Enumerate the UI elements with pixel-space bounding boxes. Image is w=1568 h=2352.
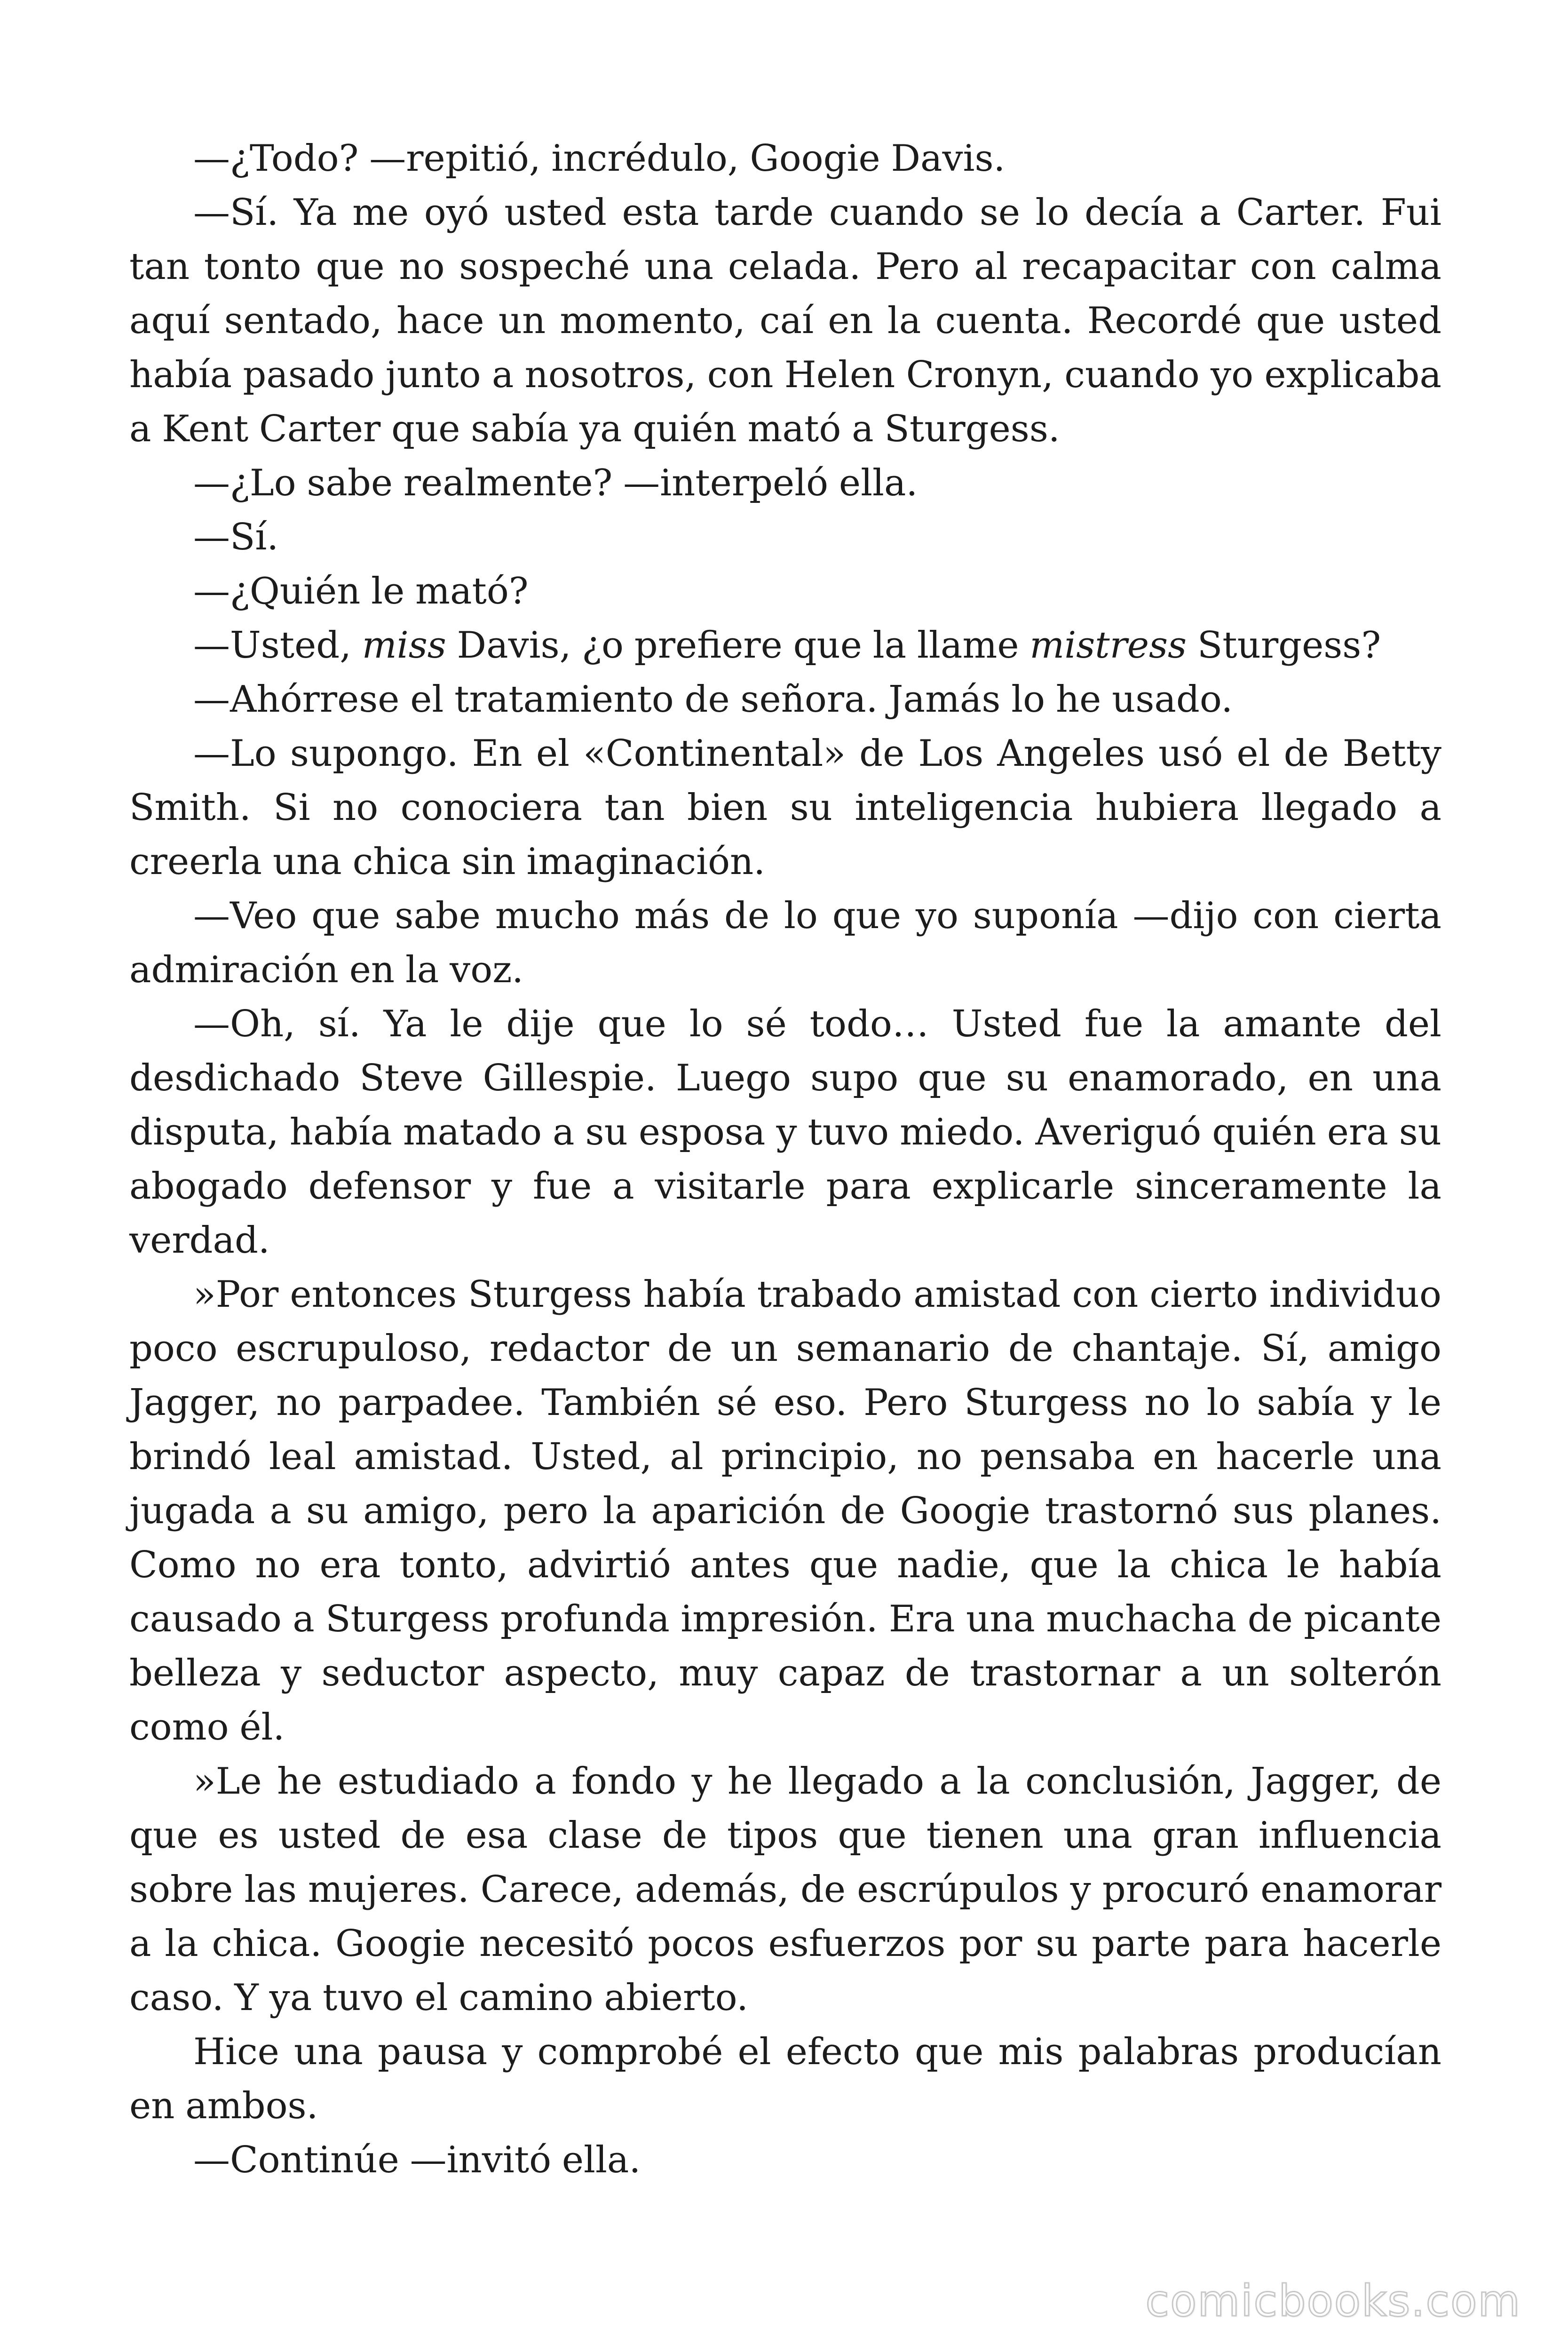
paragraph — [129, 673, 1441, 727]
paragraph — [129, 564, 1441, 619]
text-run: Davis, ¿o prefiere que la llame — [446, 624, 1030, 667]
text-run: —Veo que sabe mucho más de lo que yo suponía —dijo con cierta admiración en la voz. — [129, 895, 1441, 991]
text-run: —Sí. — [193, 516, 279, 558]
paragraph — [129, 456, 1441, 510]
paragraph — [129, 2133, 1441, 2187]
text-run: Sturgess? — [1187, 624, 1381, 667]
paragraph — [129, 186, 1441, 456]
paragraph — [129, 510, 1441, 564]
site-watermark: comicbooks.com — [1145, 2276, 1521, 2326]
text-run: —Usted, — [193, 624, 362, 667]
paragraph — [129, 1755, 1441, 2025]
text-run: —¿Todo? —repitió, incrédulo, Googie Davis. — [193, 137, 1006, 180]
text-run: —¿Lo sabe realmente? —interpeló ella. — [193, 462, 918, 504]
paragraph — [129, 619, 1441, 673]
paragraph — [129, 889, 1441, 997]
text-run: —¿Quién le mató? — [193, 570, 529, 612]
text-run: »Le he estudiado a fondo y he llegado a la conclusión, Jagger, de que es usted de esa clase de tipos que tienen una gran influencia sobre las mujeres. Carece, además, de escrúpulos y procuró enamorar a la chica. Googie necesitó pocos esfuerzos por su parte para hacerle caso. Y ya tuvo el camino abierto. — [129, 1760, 1441, 2019]
paragraph — [129, 1268, 1441, 1755]
text-run: —Lo supongo. En el «Continental» de Los Angeles usó el de Betty Smith. Si no conociera tan bien su inteligencia hubiera llegado a creerla una chica sin imaginación. — [129, 732, 1441, 883]
italic-text: miss — [362, 624, 446, 667]
book-page-body — [129, 132, 1441, 2187]
paragraph — [129, 997, 1441, 1268]
paragraph-list — [129, 132, 1441, 2187]
text-run: —Sí. Ya me oyó usted esta tarde cuando se lo decía a Carter. Fui tan tonto que no sospeché una celada. Pero al recapacitar con calma aquí sentado, hace un momento, caí en la cuenta. Recordé que usted había pasado junto a nosotros, con Helen Cronyn, cuando yo explicaba a Kent Carter que sabía ya quién mató a Sturgess. — [129, 191, 1441, 450]
paragraph — [129, 727, 1441, 889]
text-run: »Por entonces Sturgess había trabado amistad con cierto individuo poco escrupuloso, redactor de un semanario de chantaje. Sí, amigo Jagger, no parpadee. También sé eso. Pero Sturgess no lo sabía y le brindó leal amistad. Usted, al principio, no pensaba en hacerle una jugada a su amigo, pero la aparición de Googie trastornó sus planes. Como no era tonto, advirtió antes que nadie, que la chica le había causado a Sturgess profunda impresión. Era una muchacha de picante belleza y seductor aspecto, muy capaz de trastornar a un solterón como él. — [129, 1273, 1441, 1748]
paragraph — [129, 132, 1441, 186]
text-run: —Continúe —invitó ella. — [193, 2139, 641, 2181]
text-run: —Oh, sí. Ya le dije que lo sé todo… Usted fue la amante del desdichado Steve Gillespie. Luego supo que su enamorado, en una disputa, había matado a su esposa y tuvo miedo. Averiguó quién era su abogado defensor y fue a visitarle para explicarle sinceramente la verdad. — [129, 1003, 1441, 1262]
paragraph — [129, 2025, 1441, 2133]
italic-text: mistress — [1029, 624, 1187, 667]
text-run: —Ahórrese el tratamiento de señora. Jamás lo he usado. — [193, 678, 1233, 721]
text-run: Hice una pausa y comprobé el efecto que mis palabras producían en ambos. — [129, 2031, 1441, 2127]
